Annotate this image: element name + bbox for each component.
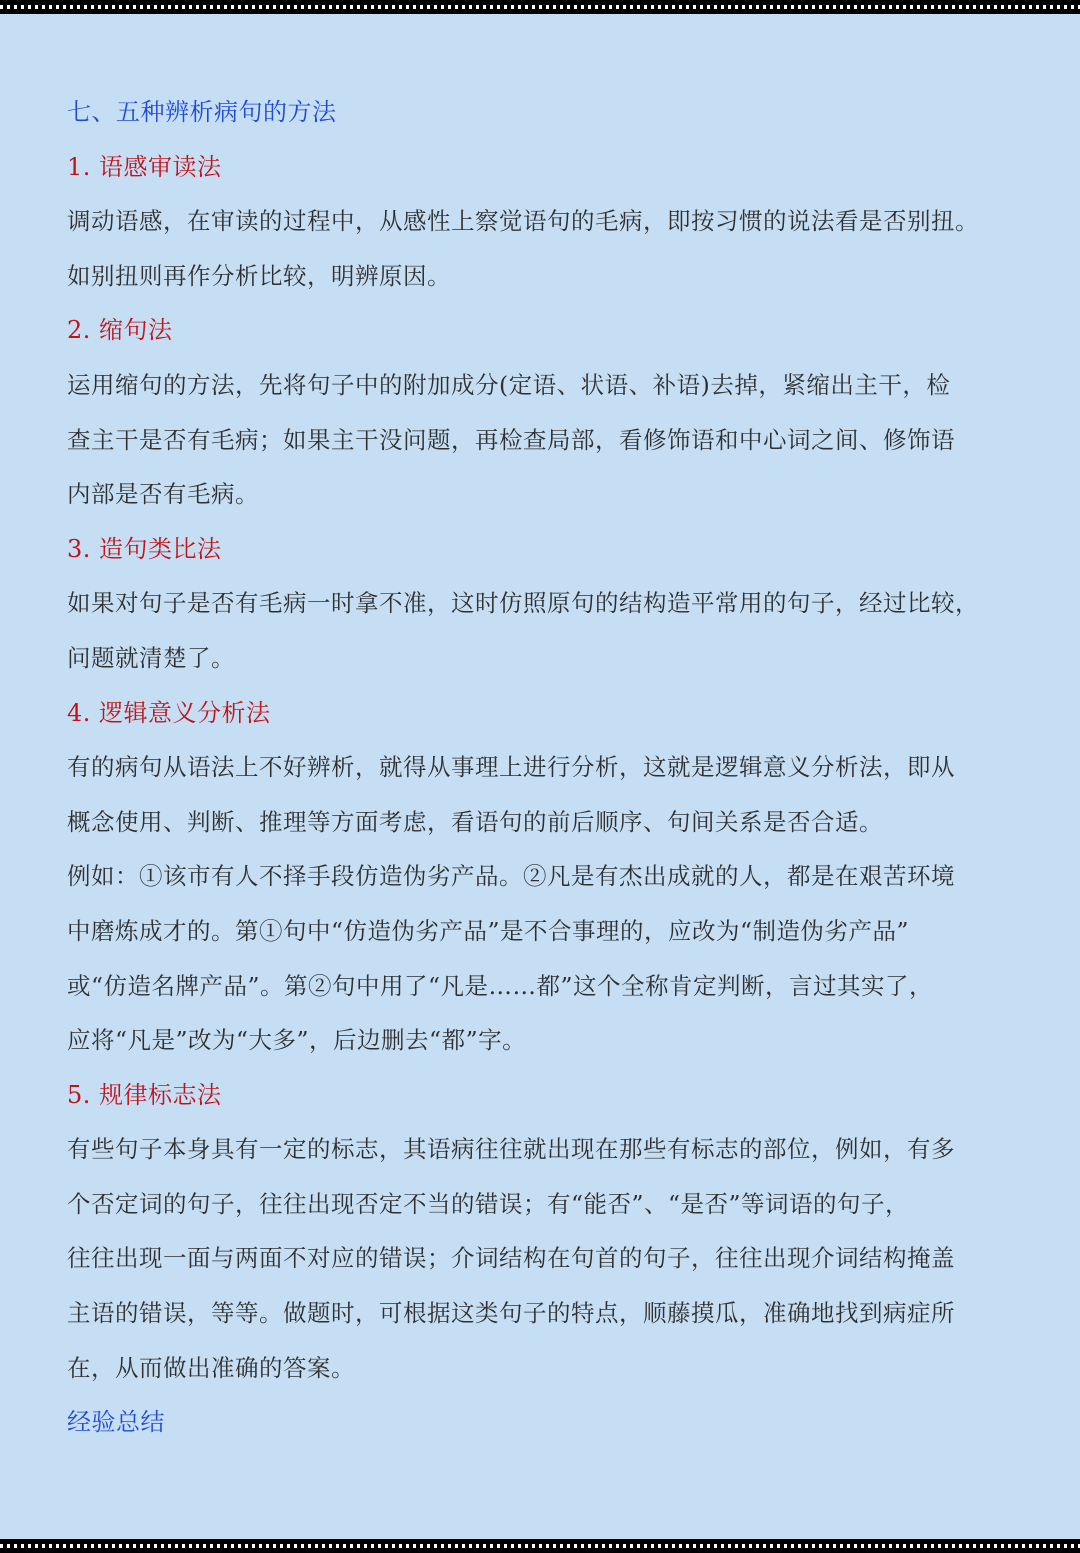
section-heading: 4. 逻辑意义分析法 xyxy=(67,698,271,727)
page-title: 七、五种辨析病句的方法 xyxy=(67,98,337,126)
top-border xyxy=(0,0,1080,14)
paragraph-line: 往往出现一面与两面不对应的错误；介词结构在句首的句子，往往出现介词结构掩盖 xyxy=(67,1244,955,1273)
article-content xyxy=(67,85,1042,1450)
paragraph-line: 如别扭则再作分析比较，明辨原因。 xyxy=(67,261,451,290)
paragraph-line: 例如：①该市有人不择手段仿造伪劣产品。②凡是有杰出成就的人，都是在艰苦环境 xyxy=(67,862,955,891)
section-heading: 5. 规律标志法 xyxy=(67,1080,222,1109)
paragraph-line: 内部是否有毛病。 xyxy=(67,480,259,509)
section-1 xyxy=(67,140,1042,304)
paragraph-line: 查主干是否有毛病；如果主干没问题，再检查局部，看修饰语和中心词之间、修饰语 xyxy=(67,425,955,454)
paragraph-line: 个否定词的句子，往往出现否定不当的错误；有“能否”、“是否”等词语的句子， xyxy=(67,1189,910,1218)
paragraph-line: 如果对句子是否有毛病一时拿不准，这时仿照原句的结构造平常用的句子，经过比较， xyxy=(67,589,979,618)
section-heading: 3. 造句类比法 xyxy=(67,534,222,563)
section-5 xyxy=(67,1068,1042,1396)
section-2 xyxy=(67,303,1042,521)
paragraph-line: 调动语感，在审读的过程中，从感性上察觉语句的毛病，即按习惯的说法看是否别扭。 xyxy=(67,207,979,236)
paragraph-line: 在，从而做出准确的答案。 xyxy=(67,1353,355,1382)
summary-heading: 经验总结 xyxy=(67,1408,165,1437)
paragraph-line: 运用缩句的方法，先将句子中的附加成分(定语、状语、补语)去掉，紧缩出主干，检 xyxy=(67,370,951,399)
paragraph-line: 概念使用、判断、推理等方面考虑，看语句的前后顺序、句间关系是否合适。 xyxy=(67,807,883,836)
paragraph-line: 主语的错误，等等。做题时，可根据这类句子的特点，顺藤摸瓜，准确地找到病症所 xyxy=(67,1299,955,1328)
paragraph-line: 有些句子本身具有一定的标志，其语病往往就出现在那些有标志的部位，例如，有多 xyxy=(67,1135,955,1164)
paragraph-line: 有的病句从语法上不好辨析，就得从事理上进行分析，这就是逻辑意义分析法，即从 xyxy=(67,753,955,782)
paragraph-line: 中磨炼成才的。第①句中“仿造伪劣产品”是不合事理的，应改为“制造伪劣产品” xyxy=(67,916,910,945)
bottom-border xyxy=(0,1539,1080,1553)
section-heading: 2. 缩句法 xyxy=(67,316,173,345)
paragraph-line: 或“仿造名牌产品”。第②句中用了“凡是……都”这个全称肯定判断，言过其实了， xyxy=(67,971,934,1000)
section-heading: 1. 语感审读法 xyxy=(67,152,222,181)
section-4 xyxy=(67,686,1042,1068)
paragraph-line: 应将“凡是”改为“大多”，后边删去“都”字。 xyxy=(67,1026,527,1055)
paragraph-line: 问题就清楚了。 xyxy=(67,643,235,672)
section-3 xyxy=(67,522,1042,686)
